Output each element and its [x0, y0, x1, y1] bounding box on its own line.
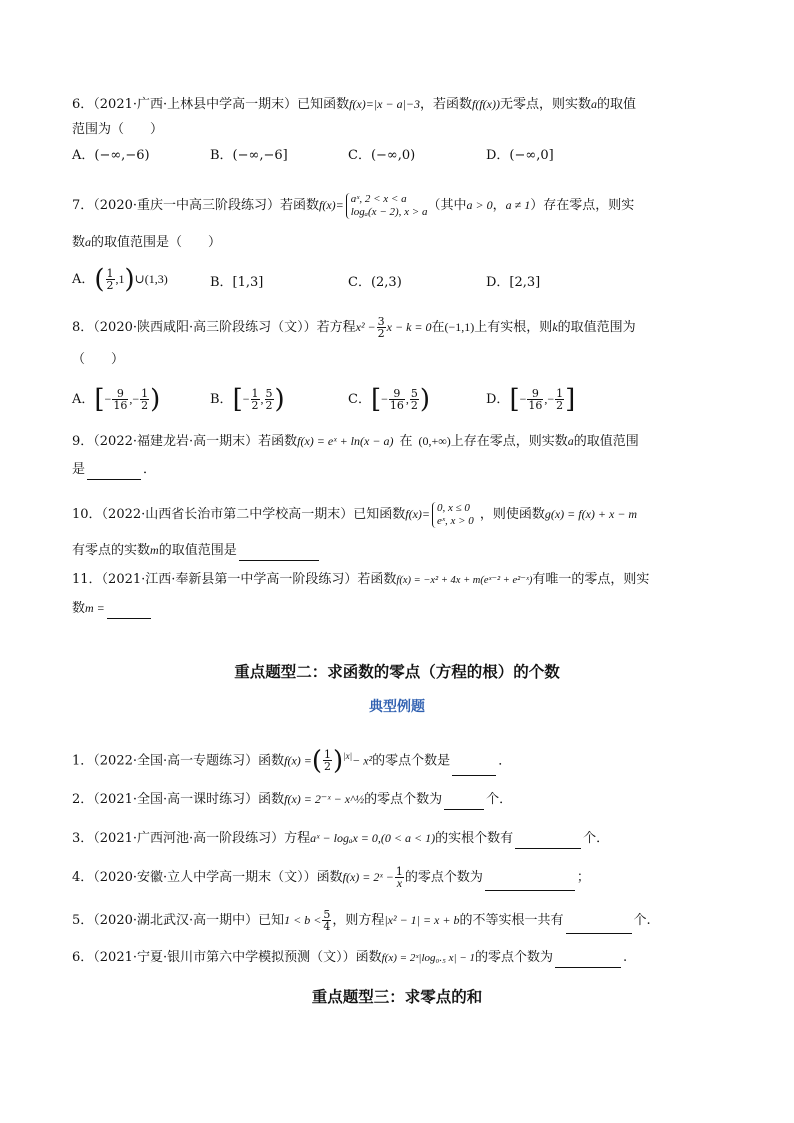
- p2-end: 个．: [486, 792, 513, 807]
- q9-interval: (0,+∞): [418, 434, 451, 448]
- q6-function: f(x)=|x − a|−3: [349, 97, 420, 111]
- q9-stem: 9．（2022·福建龙岩·高一期末）若函数: [72, 434, 298, 449]
- q8-c-n1: 9: [389, 388, 405, 400]
- p5-den: 4: [323, 920, 331, 933]
- q7-case1: aˣ, 2 < x < a: [350, 192, 407, 205]
- q8-suffix: 上有实根，则: [474, 320, 553, 335]
- q8-mid: 在: [431, 320, 445, 335]
- p4-stem: 4．（2020·安徽·立人中学高一期末（文））函数: [72, 870, 343, 885]
- q9-suffix: 上存在零点，则实数: [450, 434, 568, 449]
- q6-choice-c: C．(−∞,0): [348, 148, 416, 163]
- p5-end: 个.: [633, 913, 651, 928]
- q9-line2: [72, 460, 156, 480]
- q8-eq-den: 2: [377, 327, 385, 340]
- p4-end: ；: [576, 870, 590, 885]
- q6-choice-b: B．(−∞,−6]: [210, 148, 288, 163]
- q8-d-n2: 1: [556, 387, 564, 400]
- q7-stem: 7．（2020·重庆一中高三阶段练习）若函数: [72, 198, 319, 213]
- q6-composite: f(f(x)): [472, 97, 500, 111]
- p3-equation: aˣ − logₐx = 0,(0 < a < 1): [310, 831, 436, 845]
- p6-end: .: [623, 950, 628, 965]
- p4-func-a: f(x) = 2ˣ −: [342, 870, 394, 884]
- p4-answer-blank[interactable]: [485, 876, 575, 891]
- p4-num: 1: [395, 865, 403, 878]
- q7-a-den: 2: [106, 279, 114, 292]
- p3-end: 个．: [583, 831, 610, 846]
- q8-choice-a: A．[− $\frac{9}{16}$ ,− $\frac{1}{2}$ ): [72, 384, 161, 415]
- q8-c-label: C．: [348, 392, 371, 407]
- q8-c-d1: 16: [389, 399, 404, 412]
- q9-mid: 在: [399, 434, 413, 449]
- p3-suffix: 的实根个数有: [435, 831, 514, 846]
- q8-a-n1: 9: [112, 388, 128, 400]
- example-1: 1．（2022·全国·高一专题练习）函数f(x) =( $\frac{1}{2}$ )$^{|x|}$− x²的零点个数是 ．: [72, 745, 512, 776]
- p5-cond: 1 < b <: [284, 913, 322, 927]
- q8-d-d2: 2: [556, 399, 564, 412]
- q7-suffix: ）存在零点，则实: [530, 198, 635, 213]
- section-heading-3: 重点题型三：求零点的和: [311, 988, 483, 1006]
- q8-b-n1: 1: [251, 387, 259, 400]
- q7-a-num: 1: [106, 267, 114, 280]
- p2-function: f(x) = 2⁻ˣ − x^½: [284, 792, 365, 806]
- q8-b-n2: 5: [265, 387, 273, 400]
- q10-function: f(x)=: [405, 507, 431, 521]
- p6-suffix: 的零点个数为: [474, 950, 553, 965]
- q6-choice-d: D．(−∞,0]: [486, 148, 554, 163]
- q6-var: a: [591, 97, 598, 111]
- q8-a-d1: 16: [113, 399, 128, 412]
- q8-var: k: [552, 320, 558, 334]
- example-4: [72, 864, 590, 891]
- q11-stem: 11．（2021·江西·奉新县第一中学高一阶段练习）若函数: [72, 572, 397, 587]
- p4-suffix: 的零点个数为: [404, 870, 483, 885]
- question-9: [72, 431, 639, 452]
- q8-eq-a: x² −: [355, 320, 376, 334]
- q6-tail: 的取值: [597, 97, 637, 112]
- q7-choice-a: A．( $\frac{1}{2}$ ,1)∪(1,3): [72, 264, 168, 295]
- q7-cond-a: a > 0: [466, 198, 493, 212]
- q11-line2-text: 数: [72, 601, 86, 616]
- example-3: [72, 828, 609, 849]
- p5-num: 5: [323, 908, 331, 921]
- q7-choice-d: D．[2,3]: [486, 275, 541, 290]
- q7-line2-a: 数: [72, 235, 86, 250]
- q7-a-union: ∪(1,3): [134, 272, 168, 286]
- q8-b-d2: 2: [265, 399, 273, 412]
- q8-a-n2: 1: [141, 387, 149, 400]
- q10-mid: ，则使函数: [479, 507, 545, 522]
- q8-stem: 8．（2020·陕西咸阳·高三阶段练习（文））若方程: [72, 320, 356, 335]
- q6-stem: 6．（2021·广西·上林县中学高一期末）已知函数: [72, 97, 350, 112]
- p1-stem: 1．（2022·全国·高一专题练习）函数: [72, 753, 285, 769]
- q8-d-d1: 16: [528, 399, 543, 412]
- q7-a-post: ,1: [115, 272, 125, 286]
- q9-function: f(x) = eˣ + ln(x − a): [297, 434, 394, 448]
- q8-a-d2: 2: [141, 399, 149, 412]
- subheading-typical-examples: 典型例题: [369, 699, 425, 715]
- question-6: [72, 94, 636, 115]
- p5-answer-blank[interactable]: [566, 919, 632, 934]
- q7-piecewise: [346, 193, 428, 219]
- q8-eq-num: 3: [377, 315, 385, 328]
- q10-line2-var: m: [150, 543, 159, 557]
- q10-line2: [72, 540, 321, 561]
- p1-end: ．: [498, 753, 512, 769]
- q7-a-label: A．: [72, 272, 95, 287]
- p1-suffix: 的零点个数是: [372, 753, 451, 769]
- p6-answer-blank[interactable]: [555, 953, 621, 968]
- q10-case1: 0, x ≤ 0: [437, 501, 470, 514]
- q10-line2-b: 的取值范围是: [158, 543, 237, 558]
- p3-stem: 3．（2021·广西河池·高一阶段练习）方程: [72, 831, 311, 846]
- q8-line2: （ ）: [72, 352, 125, 367]
- q8-choice-c: C．[− $\frac{9}{16}$ , $\frac{5}{2}$ ): [348, 384, 431, 415]
- p4-den: x: [396, 876, 403, 890]
- p1-exp: |x|: [343, 751, 353, 761]
- q8-b-d1: 2: [251, 399, 259, 412]
- q8-tail: 的取值范围为: [557, 320, 636, 335]
- q10-stem: 10．（2022·山西省长治市第二中学校高一期末）已知函数: [72, 507, 406, 522]
- q6-line2: 范围为（ ）: [72, 122, 164, 137]
- q9-answer-blank[interactable]: [87, 465, 141, 480]
- q8-interval: (−1,1): [444, 320, 475, 334]
- q8-c-d2: 2: [410, 399, 418, 412]
- q8-a-label: A．: [72, 392, 95, 407]
- question-11: [72, 570, 649, 591]
- q7-choice-b: B．[1,3]: [210, 275, 264, 290]
- q7-line2-var: a: [85, 235, 92, 249]
- q7-case2: logₐ(x − 2), x > a: [350, 205, 428, 218]
- p5-equation: |x² − 1| = x + b: [384, 913, 460, 927]
- q9-var: a: [567, 434, 574, 448]
- q8-d-n1: 9: [527, 388, 543, 400]
- q8-b-label: B．: [210, 392, 233, 407]
- q8-choice-d: D．[− $\frac{9}{16}$ ,− $\frac{1}{2}$ ]: [486, 384, 576, 415]
- q6-choice-a: A．(−∞,−6): [72, 148, 150, 163]
- question-10: [72, 500, 637, 529]
- q11-line2: [72, 598, 153, 619]
- q10-answer-blank[interactable]: [239, 546, 319, 561]
- q7-line2-b: 的取值范围是（ ）: [91, 235, 222, 250]
- p2-answer-blank[interactable]: [444, 795, 484, 810]
- question-8: [72, 316, 636, 339]
- q10-function-g: g(x) = f(x) + x − m: [544, 507, 638, 521]
- q7-function: f(x)=: [319, 198, 344, 212]
- q11-m-eq: m =: [85, 601, 105, 615]
- q9-tail: 的取值范围: [573, 434, 639, 449]
- q10-line2-a: 有零点的实数: [72, 543, 151, 558]
- q8-eq-b: x − k = 0: [386, 320, 432, 334]
- q8-c-n2: 5: [410, 387, 418, 400]
- example-6: [72, 948, 627, 968]
- p5-mid: ，则方程: [332, 913, 385, 928]
- p6-stem: 6．（2021·宁夏·银川市第六中学模拟预测（文））函数: [72, 950, 382, 965]
- q9-line2-text: 是: [72, 462, 86, 477]
- p2-stem: 2．（2021·全国·高一课时练习）函数: [72, 792, 285, 807]
- q7-cond: （其中: [427, 198, 467, 213]
- example-2: [72, 789, 512, 810]
- question-7: 7．（2020·重庆一中高三阶段练习）若函数f(x)= aˣ, 2 < x < a logₐ(x − 2), x > a（其中a > 0，a ≠ 1）存在零点，则实: [72, 192, 635, 218]
- p2-suffix: 的零点个数为: [364, 792, 443, 807]
- p1-answer-blank[interactable]: [452, 761, 496, 776]
- p6-function: f(x) = 2ˣ|log₀.₅ x| − 1: [381, 952, 475, 964]
- q10-case2: eˣ, x > 0: [437, 514, 474, 527]
- q11-suffix: 有唯一的零点，则实: [532, 572, 650, 587]
- p1-den: 2: [324, 760, 332, 774]
- q7-line2: [72, 232, 221, 253]
- q11-answer-blank[interactable]: [107, 604, 151, 619]
- q7-choice-c: C．(2,3): [348, 275, 402, 290]
- p5-suffix: 的不等实根一共有: [459, 913, 564, 928]
- q10-piecewise: [432, 502, 474, 528]
- p1-func-a: f(x) =: [284, 753, 312, 768]
- q6-mid: ，若函数: [420, 97, 473, 112]
- q8-choice-b: B．[− $\frac{1}{2}$ , $\frac{5}{2}$ ): [210, 384, 285, 415]
- p5-stem: 5．（2020·湖北武汉·高一期中）已知: [72, 913, 285, 928]
- section-heading-2: 重点题型二：求函数的零点（方程的根）的个数: [234, 663, 560, 681]
- q11-function: f(x) = −x² + 4x + m(eˣ⁻² + e²⁻ˣ): [396, 575, 533, 586]
- p1-num: 1: [324, 748, 332, 762]
- q9-end: ．: [143, 462, 157, 477]
- p3-answer-blank[interactable]: [515, 834, 581, 849]
- q6-suffix: 无零点，则实数: [500, 97, 592, 112]
- q7-cond-b: a ≠ 1: [505, 198, 531, 212]
- p1-func-b: − x²: [352, 753, 373, 768]
- q8-d-label: D．: [486, 392, 510, 407]
- example-5: [72, 907, 651, 934]
